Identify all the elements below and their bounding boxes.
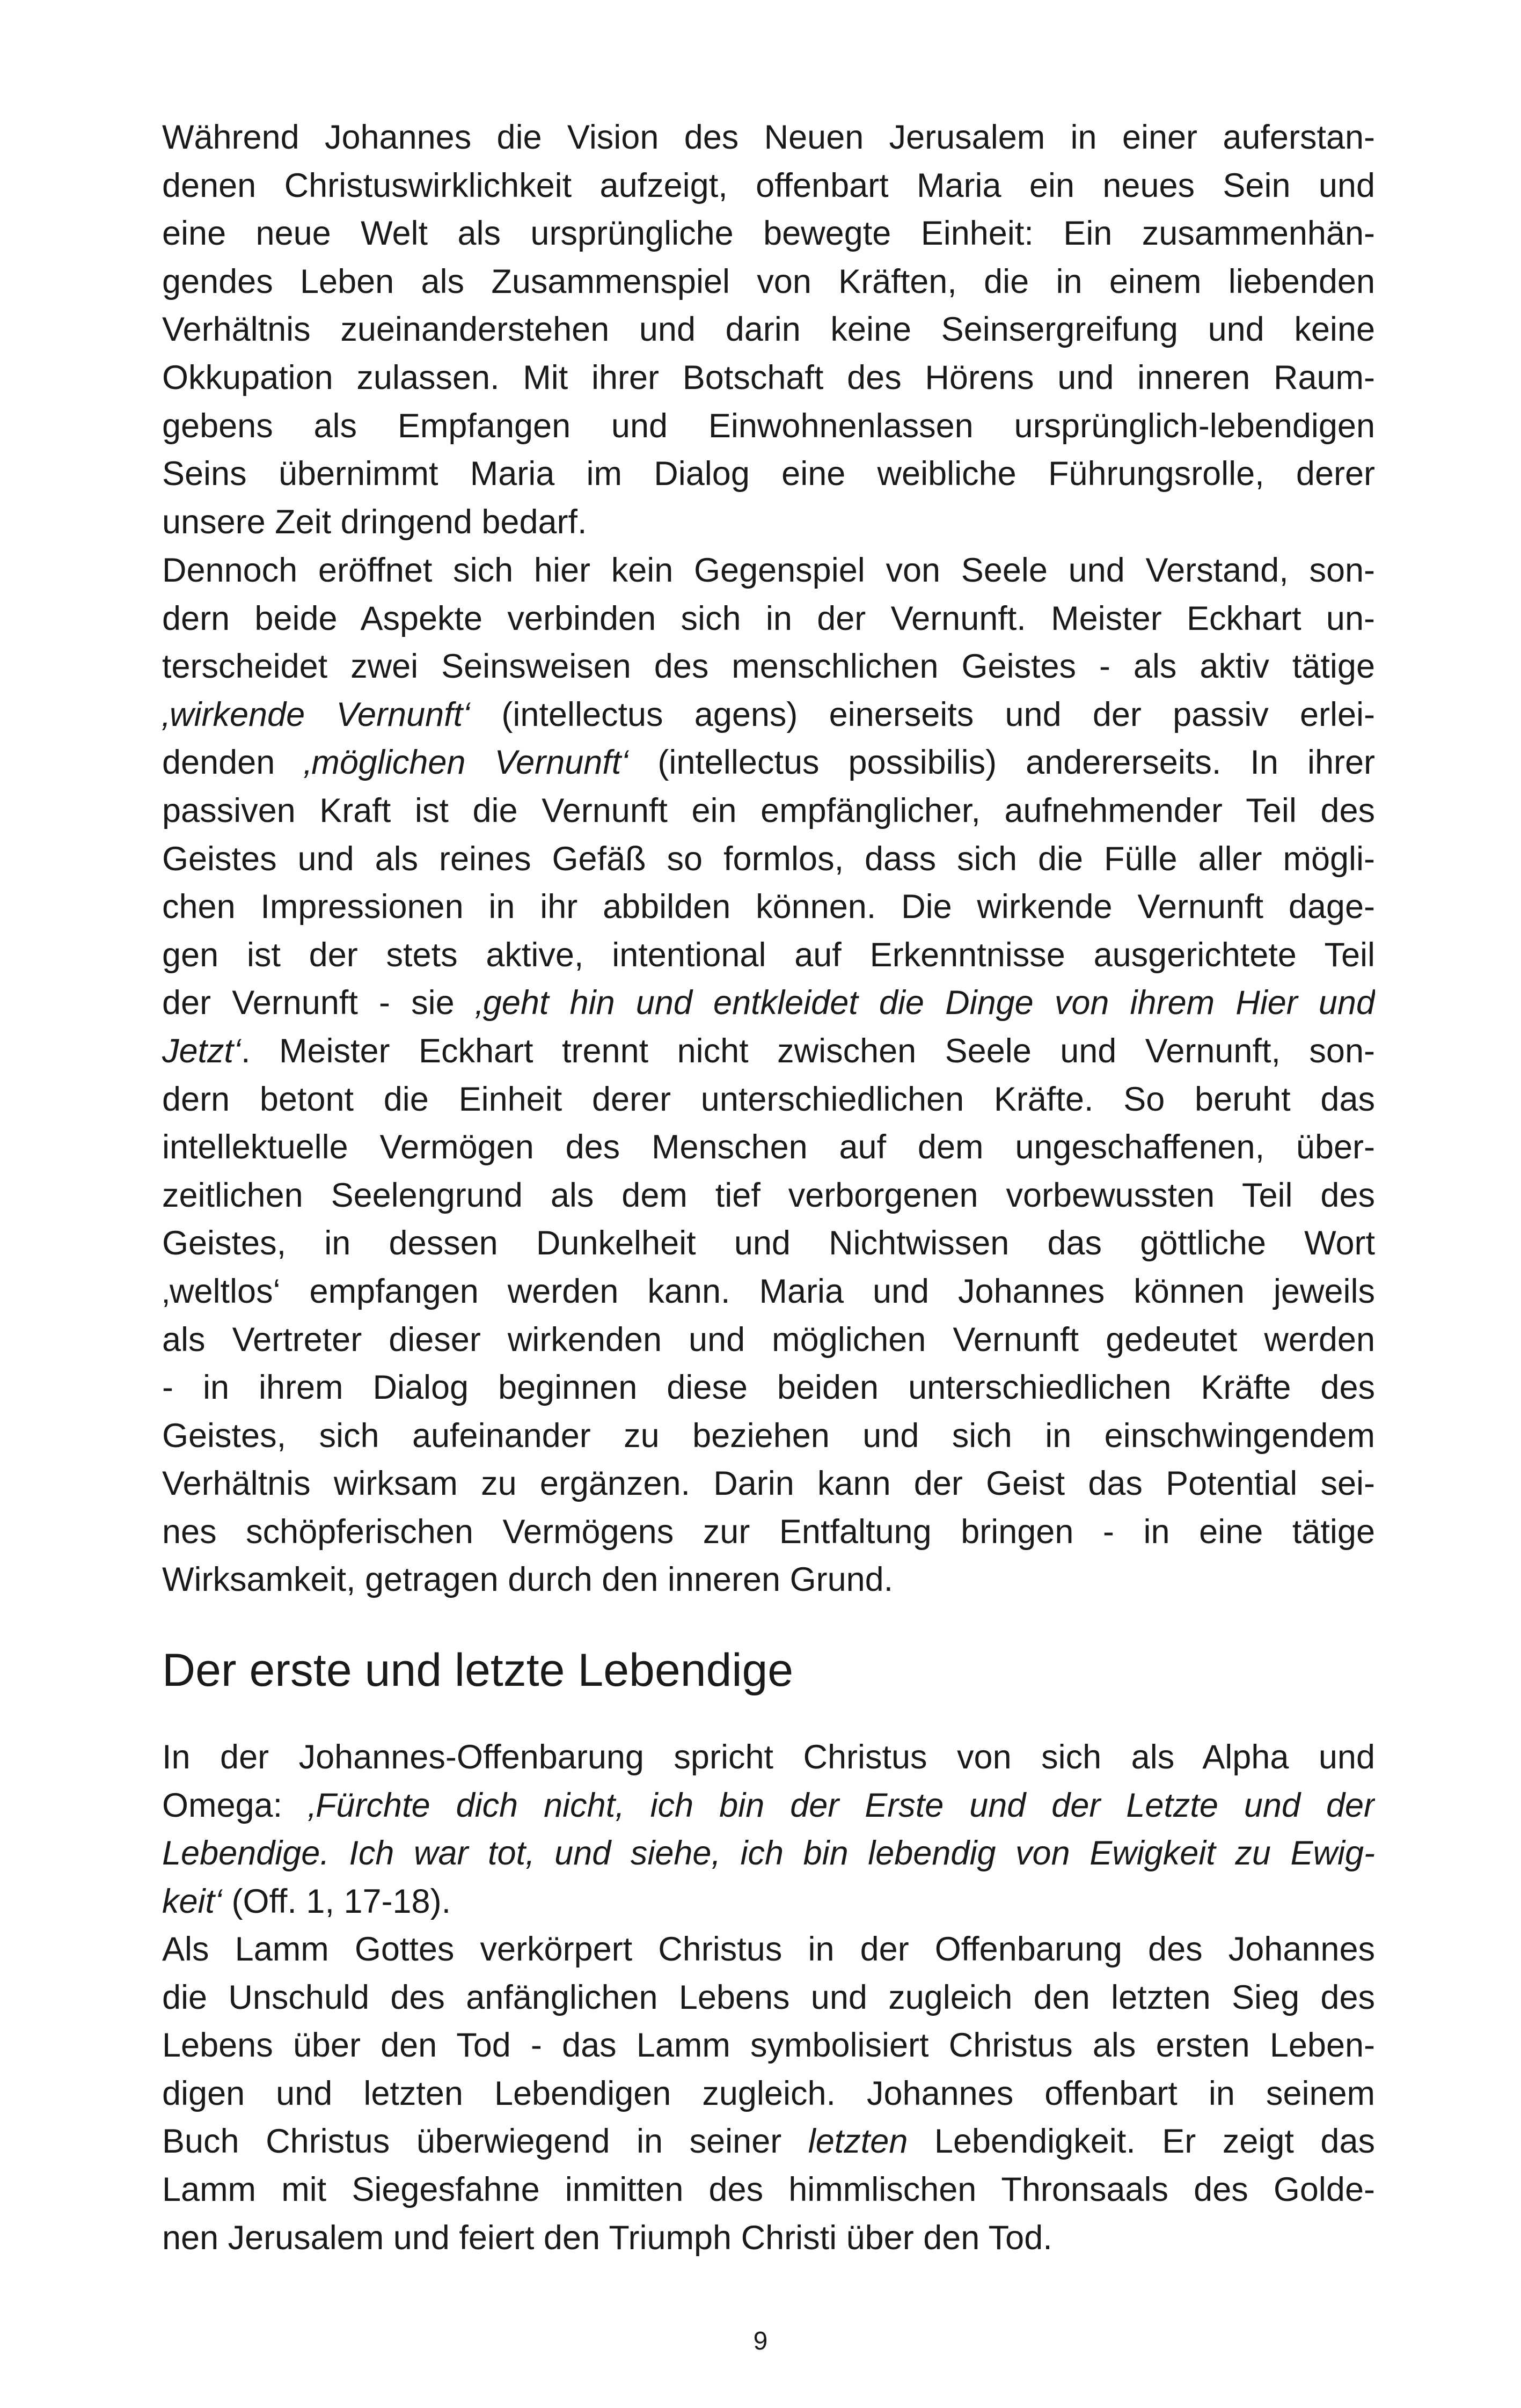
- text-run: passiven Kraft ist die Vernunft ein empfänglicher, aufnehmender Teil des: [162, 791, 1375, 829]
- text-line: [162, 1268, 1375, 1316]
- text-run: Wirksamkeit, getragen durch den inneren Grund.: [162, 1561, 894, 1599]
- text-run: (Off. 1, 17-18).: [222, 1882, 451, 1920]
- text-run: denden: [162, 744, 304, 782]
- text-run: - in ihrem Dialog beginnen diese beiden unterschiedlichen Kräfte des: [162, 1369, 1375, 1407]
- text-run: chen Impressionen in ihr abbilden können. Die wirkende Vernunft dage-: [162, 888, 1375, 926]
- text-run: Verhältnis zueinanderstehen und darin keine Seinsergreifung und keine: [162, 311, 1375, 349]
- text-run: intellektuelle Vermögen des Menschen auf dem ungeschaffenen, über-: [162, 1128, 1375, 1166]
- text-run: Omega:: [162, 1786, 309, 1824]
- text-line: [162, 1782, 1375, 1830]
- text-line: [162, 1076, 1375, 1124]
- text-line: [162, 1364, 1375, 1412]
- text-line: [162, 1556, 1375, 1604]
- text-line: [162, 979, 1375, 1027]
- text-run: Okkupation zulassen. Mit ihrer Botschaft des Hörens und inneren Raum-: [162, 358, 1375, 397]
- text-run: ‚weltlos‘ empfangen werden kann. Maria und Johannes können jeweils: [162, 1272, 1375, 1310]
- text-run: denen Christuswirklichkeit aufzeigt, offenbart Maria ein neues Sein und: [162, 166, 1375, 204]
- text-run: gendes Leben als Zusammenspiel von Kräften, die in einem liebenden: [162, 262, 1375, 300]
- text-line: [162, 306, 1375, 354]
- text-line: [162, 1878, 1375, 1926]
- text-line: [162, 114, 1375, 162]
- text-run: Als Lamm Gottes verkörpert Christus in der Offenbarung des Johannes: [162, 1930, 1375, 1968]
- text-line: [162, 739, 1375, 787]
- text-line: [162, 643, 1375, 691]
- text-run: Während Johannes die Vision des Neuen Jerusalem in einer auferstan-: [162, 119, 1375, 156]
- text-line: [162, 1412, 1375, 1460]
- italic-text: letzten: [808, 2123, 908, 2161]
- text-run: die Unschuld des anfänglichen Lebens und zugleich den letzten Sieg des: [162, 1978, 1375, 2016]
- text-line: [162, 2214, 1375, 2263]
- text-run: gebens als Empfangen und Einwohnenlassen ursprünglich-lebendigen: [162, 407, 1375, 445]
- italic-text: ‚wirkende Vernunft‘: [162, 695, 471, 733]
- text-line: [162, 1172, 1375, 1220]
- text-run: terscheidet zwei Seinsweisen des menschlichen Geistes - als aktiv tätige: [162, 648, 1375, 686]
- paragraph: [162, 1926, 1375, 2262]
- text-run: Geistes und als reines Gefäß so formlos, dass sich die Fülle aller mögli-: [162, 840, 1375, 878]
- italic-text: keit‘: [162, 1882, 223, 1920]
- text-line: [162, 2022, 1375, 2070]
- text-run: Buch Christus überwiegend in seiner: [162, 2123, 808, 2161]
- text-line: [162, 1926, 1375, 1974]
- text-run: Verhältnis wirksam zu ergänzen. Darin kann der Geist das Potential sei-: [162, 1465, 1375, 1503]
- text-run: Geistes, in dessen Dunkelheit und Nichtwissen das göttliche Wort: [162, 1224, 1375, 1262]
- text-line: [162, 691, 1375, 739]
- text-run: (intellectus possibilis) andererseits. In ihrer: [628, 744, 1375, 782]
- text-run: dern beide Aspekte verbinden sich in der Vernunft. Meister Eckhart un-: [162, 599, 1375, 637]
- text-run: Lebens über den Tod - das Lamm symbolisiert Christus als ersten Leben-: [162, 2027, 1375, 2065]
- text-line: [162, 1027, 1375, 1076]
- text-line: [162, 1734, 1375, 1782]
- text-line: [162, 450, 1375, 498]
- text-run: unsere Zeit dringend bedarf.: [162, 503, 587, 541]
- text-run: eine neue Welt als ursprüngliche bewegte Einheit: Ein zusammenhän-: [162, 215, 1375, 253]
- text-run: digen und letzten Lebendigen zugleich. Johannes offenbart in seinem: [162, 2074, 1375, 2112]
- text-line: [162, 1974, 1375, 2022]
- italic-text: Lebendige. Ich war tot, und siehe, ich bin lebendig von Ewigkeit zu Ewig-: [162, 1834, 1375, 1873]
- text-line: [162, 1508, 1375, 1557]
- section-heading: Der erste und letzte Lebendige: [162, 1645, 794, 1696]
- italic-text: ‚Fürchte dich nicht, ich bin der Erste und der Letzte und der: [308, 1786, 1375, 1824]
- paragraph: [162, 547, 1375, 1604]
- text-line: [162, 787, 1375, 835]
- text-run: der Vernunft - sie: [162, 984, 476, 1022]
- text-line: [162, 258, 1375, 306]
- italic-text: ‚geht hin und entkleidet die Dinge von ihrem Hier und: [475, 984, 1375, 1022]
- text-line: [162, 883, 1375, 931]
- text-run: zeitlichen Seelengrund als dem tief verborgenen vorbewussten Teil des: [162, 1176, 1375, 1214]
- text-run: . Meister Eckhart trennt nicht zwischen Seele und Vernunft, son-: [241, 1032, 1375, 1070]
- text-line: [162, 1220, 1375, 1268]
- paragraph: [162, 1734, 1375, 1926]
- text-line: [162, 2118, 1375, 2166]
- text-run: dern betont die Einheit derer unterschiedlichen Kräfte. So beruht das: [162, 1080, 1375, 1118]
- text-run: nen Jerusalem und feiert den Triumph Christi über den Tod.: [162, 2219, 1052, 2257]
- text-line: [162, 1460, 1375, 1508]
- text-line: [162, 1830, 1375, 1878]
- text-run: In der Johannes-Offenbarung spricht Christus von sich als Alpha und: [162, 1738, 1375, 1776]
- text-line: [162, 1316, 1375, 1364]
- text-run: Seins übernimmt Maria im Dialog eine weibliche Führungsrolle, derer: [162, 455, 1375, 493]
- text-line: [162, 547, 1375, 595]
- text-line: [162, 498, 1375, 547]
- text-line: [162, 162, 1375, 210]
- page-number: 9: [753, 2327, 768, 2355]
- text-line: [162, 1124, 1375, 1172]
- text-line: [162, 354, 1375, 402]
- text-line: [162, 2166, 1375, 2214]
- text-run: gen ist der stets aktive, intentional auf Erkenntnisse ausgerichtete Teil: [162, 936, 1375, 974]
- text-line: [162, 931, 1375, 980]
- text-line: [162, 835, 1375, 884]
- italic-text: ‚möglichen Vernunft‘: [304, 744, 629, 782]
- italic-text: Jetzt‘: [162, 1032, 242, 1070]
- paragraph: [162, 114, 1375, 546]
- text-run: Lamm mit Siegesfahne inmitten des himmlischen Thronsaals des Golde-: [162, 2170, 1375, 2208]
- text-run: Geistes, sich aufeinander zu beziehen und sich in einschwingendem: [162, 1416, 1375, 1455]
- text-run: (intellectus agens) einerseits und der passiv erlei-: [470, 695, 1375, 733]
- text-run: nes schöpferischen Vermögens zur Entfaltung bringen - in eine tätige: [162, 1513, 1375, 1551]
- text-line: [162, 595, 1375, 643]
- text-line: [162, 2070, 1375, 2118]
- text-line: [162, 402, 1375, 451]
- text-run: Dennoch eröffnet sich hier kein Gegenspiel von Seele und Verstand, son-: [162, 552, 1375, 589]
- text-run: als Vertreter dieser wirkenden und möglichen Vernunft gedeutet werden: [162, 1320, 1375, 1359]
- text-run: Lebendigkeit. Er zeigt das: [908, 2123, 1375, 2161]
- text-line: [162, 210, 1375, 258]
